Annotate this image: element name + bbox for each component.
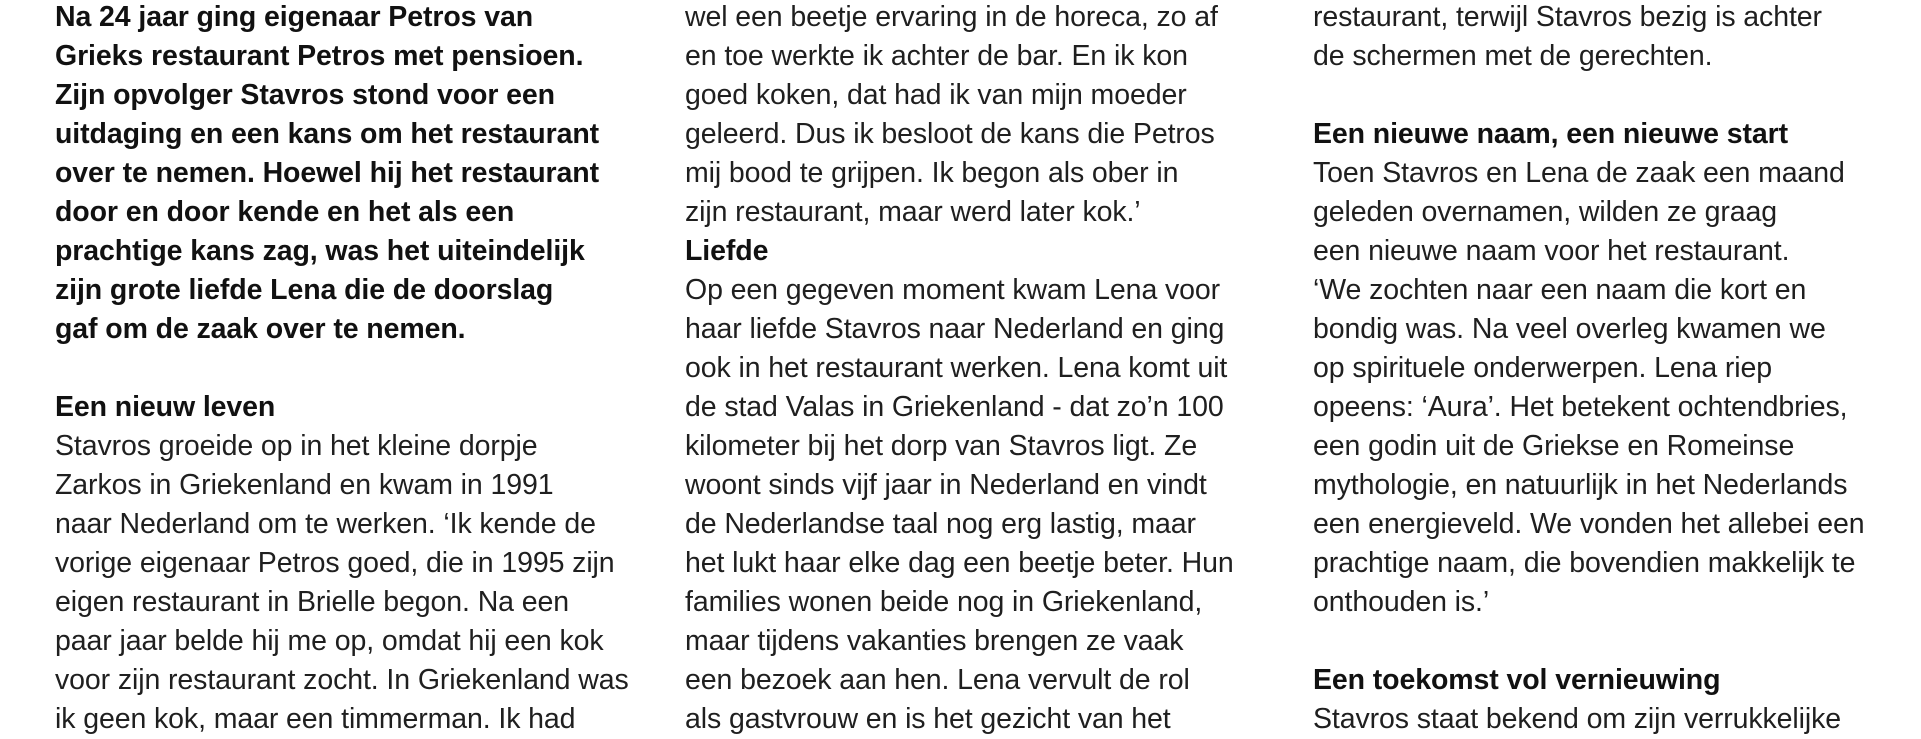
intro-line: prachtige kans zag, was het uiteindelijk bbox=[55, 235, 585, 267]
intro-line: Grieks restaurant Petros met pensioen. bbox=[55, 40, 584, 72]
body-line: families wonen beide nog in Griekenland, bbox=[685, 586, 1203, 618]
body-line: het lukt haar elke dag een beetje beter. Hun bbox=[685, 547, 1234, 579]
section-heading: Een nieuwe naam, een nieuwe start bbox=[1313, 118, 1789, 150]
intro-paragraph bbox=[55, 0, 655, 349]
body-line: vorige eigenaar Petros goed, die in 1995 zijn bbox=[55, 547, 615, 579]
paragraph-spacer bbox=[1313, 76, 1913, 115]
intro-line: over te nemen. Hoewel hij het restaurant bbox=[55, 157, 599, 189]
body-line: haar liefde Stavros naar Nederland en ging bbox=[685, 313, 1225, 345]
body-line: bondig was. Na veel overleg kwamen we bbox=[1313, 313, 1826, 345]
body-line: opeens: ‘Aura’. Het betekent ochtendbries, bbox=[1313, 391, 1848, 423]
body-line: geleden overnamen, wilden ze graag bbox=[1313, 196, 1777, 228]
body-line: Toen Stavros en Lena de zaak een maand bbox=[1313, 157, 1845, 189]
body-line: ook in het restaurant werken. Lena komt uit bbox=[685, 352, 1228, 384]
body-line: Stavros staat bekend om zijn verrukkelijke bbox=[1313, 703, 1842, 735]
article-column-3 bbox=[1313, 0, 1913, 739]
body-paragraph bbox=[685, 0, 1285, 232]
body-line: naar Nederland om te werken. ‘Ik kende de bbox=[55, 508, 596, 540]
body-line: Op een gegeven moment kwam Lena voor bbox=[685, 274, 1221, 306]
article-column-1 bbox=[55, 0, 655, 739]
body-line: een bezoek aan hen. Lena vervult de rol bbox=[685, 664, 1190, 696]
body-paragraph bbox=[1313, 700, 1913, 739]
body-line: ik geen kok, maar een timmerman. Ik had bbox=[55, 703, 576, 735]
body-paragraph bbox=[1313, 0, 1913, 76]
intro-line: Zijn opvolger Stavros stond voor een bbox=[55, 79, 555, 111]
body-line: eigen restaurant in Brielle begon. Na een bbox=[55, 586, 569, 618]
article-column-2 bbox=[685, 0, 1285, 739]
intro-line: uitdaging en een kans om het restaurant bbox=[55, 118, 600, 150]
body-line: goed koken, dat had ik van mijn moeder bbox=[685, 79, 1187, 111]
body-paragraph bbox=[685, 271, 1285, 739]
body-line: paar jaar belde hij me op, omdat hij een kok bbox=[55, 625, 604, 657]
body-line: restaurant, terwijl Stavros bezig is achter bbox=[1313, 1, 1822, 33]
body-line: zijn restaurant, maar werd later kok.’ bbox=[685, 196, 1141, 228]
section-heading: Een toekomst vol vernieuwing bbox=[1313, 664, 1721, 696]
body-line: geleerd. Dus ik besloot de kans die Petros bbox=[685, 118, 1215, 150]
body-line: de stad Valas in Griekenland - dat zo’n 100 bbox=[685, 391, 1224, 423]
section-heading: Een nieuw leven bbox=[55, 391, 276, 423]
body-line: een godin uit de Griekse en Romeinse bbox=[1313, 430, 1795, 462]
body-line: prachtige naam, die bovendien makkelijk te bbox=[1313, 547, 1856, 579]
body-line: als gastvrouw en is het gezicht van het bbox=[685, 703, 1171, 735]
paragraph-spacer bbox=[55, 349, 655, 388]
body-line: wel een beetje ervaring in de horeca, zo af bbox=[685, 1, 1218, 33]
intro-line: door en door kende en het als een bbox=[55, 196, 515, 228]
body-line: de Nederlandse taal nog erg lastig, maar bbox=[685, 508, 1196, 540]
body-line: een energieveld. We vonden het allebei een bbox=[1313, 508, 1865, 540]
body-line: en toe werkte ik achter de bar. En ik kon bbox=[685, 40, 1188, 72]
section-heading: Liefde bbox=[685, 235, 769, 267]
intro-line: Na 24 jaar ging eigenaar Petros van bbox=[55, 1, 534, 33]
body-line: op spirituele onderwerpen. Lena riep bbox=[1313, 352, 1773, 384]
body-line: Zarkos in Griekenland en kwam in 1991 bbox=[55, 469, 554, 501]
body-line: een nieuwe naam voor het restaurant. bbox=[1313, 235, 1790, 267]
body-line: kilometer bij het dorp van Stavros ligt. Ze bbox=[685, 430, 1198, 462]
body-line: Stavros groeide op in het kleine dorpje bbox=[55, 430, 538, 462]
body-paragraph bbox=[1313, 154, 1913, 622]
body-line: ‘We zochten naar een naam die kort en bbox=[1313, 274, 1807, 306]
body-line: mythologie, en natuurlijk in het Nederlands bbox=[1313, 469, 1848, 501]
body-line: maar tijdens vakanties brengen ze vaak bbox=[685, 625, 1184, 657]
intro-line: zijn grote liefde Lena die de doorslag bbox=[55, 274, 554, 306]
body-paragraph bbox=[55, 427, 655, 739]
intro-line: gaf om de zaak over te nemen. bbox=[55, 313, 466, 345]
body-line: mij bood te grijpen. Ik begon als ober in bbox=[685, 157, 1179, 189]
body-line: voor zijn restaurant zocht. In Griekenland was bbox=[55, 664, 629, 696]
body-line: onthouden is.’ bbox=[1313, 586, 1490, 618]
paragraph-spacer bbox=[1313, 622, 1913, 661]
body-line: de schermen met de gerechten. bbox=[1313, 40, 1713, 72]
body-line: woont sinds vijf jaar in Nederland en vindt bbox=[685, 469, 1207, 501]
